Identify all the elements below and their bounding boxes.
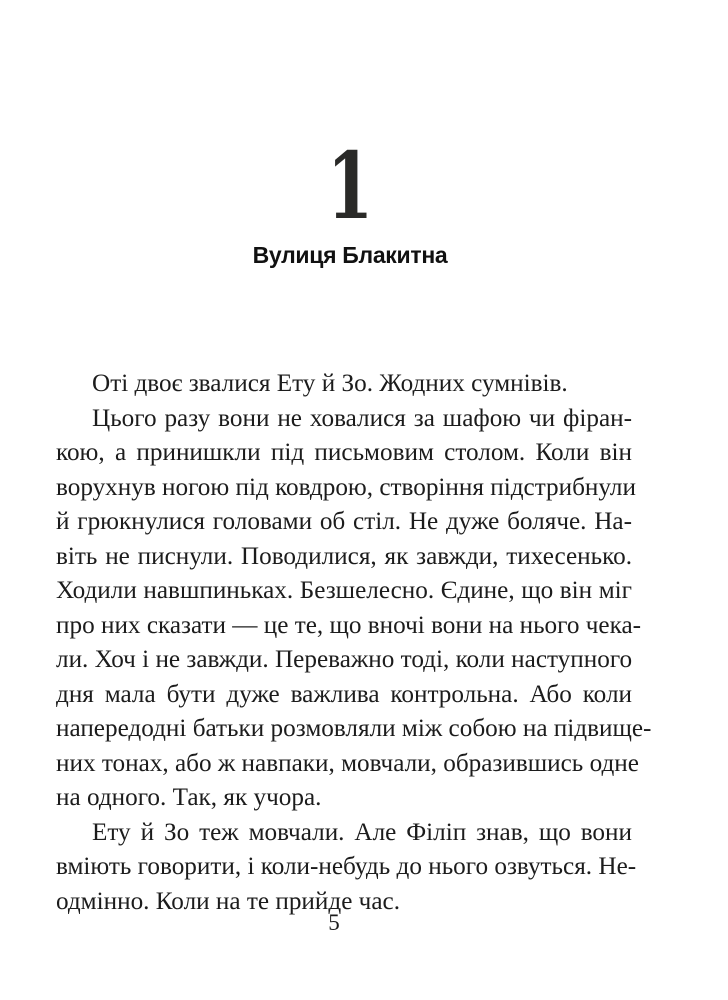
text-line: Оті двоє звалися Ету й Зо. Жодних сумнівів. bbox=[92, 370, 568, 397]
paragraph-2 bbox=[56, 402, 652, 816]
text-line: Ходили навшпиньках. Безшелесно. Єдине, що він міг bbox=[56, 577, 632, 604]
text-line: Ету й Зо теж мовчали. Але Філіп знав, що вони bbox=[92, 818, 632, 846]
text-line: них тонах, або ж навпаки, мовчали, образившись одне bbox=[56, 749, 639, 777]
text-line: й грюкнулися головами об стіл. Не дуже боляче. На- bbox=[56, 508, 632, 535]
chapter-title: Вулиця Блакитна bbox=[252, 242, 448, 268]
text-line: ли. Хоч і не завжди. Переважно тоді, коли наступного bbox=[56, 646, 633, 673]
text-line: кою, а принишкли під письмовим столом. Коли він bbox=[56, 439, 632, 466]
text-line: напередодні батьки розмовляли між собою на підвище- bbox=[56, 715, 652, 742]
text-line: одмінно. Коли на те прийде час. bbox=[56, 887, 401, 915]
paragraph-1 bbox=[56, 367, 632, 402]
text-line: віть не писнули. Поводилися, як завжди, тихесенько. bbox=[56, 542, 632, 570]
chapter-number: 1 bbox=[326, 132, 374, 240]
text-line: дня мала бути дуже важлива контрольна. Або коли bbox=[56, 680, 632, 708]
paragraph-3 bbox=[56, 816, 637, 920]
chapter-body bbox=[56, 367, 652, 919]
page-number: 5 bbox=[328, 910, 340, 935]
text-line: вміють говорити, і коли-небудь до нього озвуться. Не- bbox=[56, 853, 637, 880]
text-line: на одного. Так, як учора. bbox=[56, 784, 322, 811]
text-line: ворухнув ногою під ковдрою, створіння підстрибнули bbox=[56, 473, 636, 501]
text-line: про них сказати — це те, що вночі вони на нього чека- bbox=[56, 611, 642, 639]
text-line: Цього разу вони не ховалися за шафою чи фіран- bbox=[92, 404, 632, 432]
